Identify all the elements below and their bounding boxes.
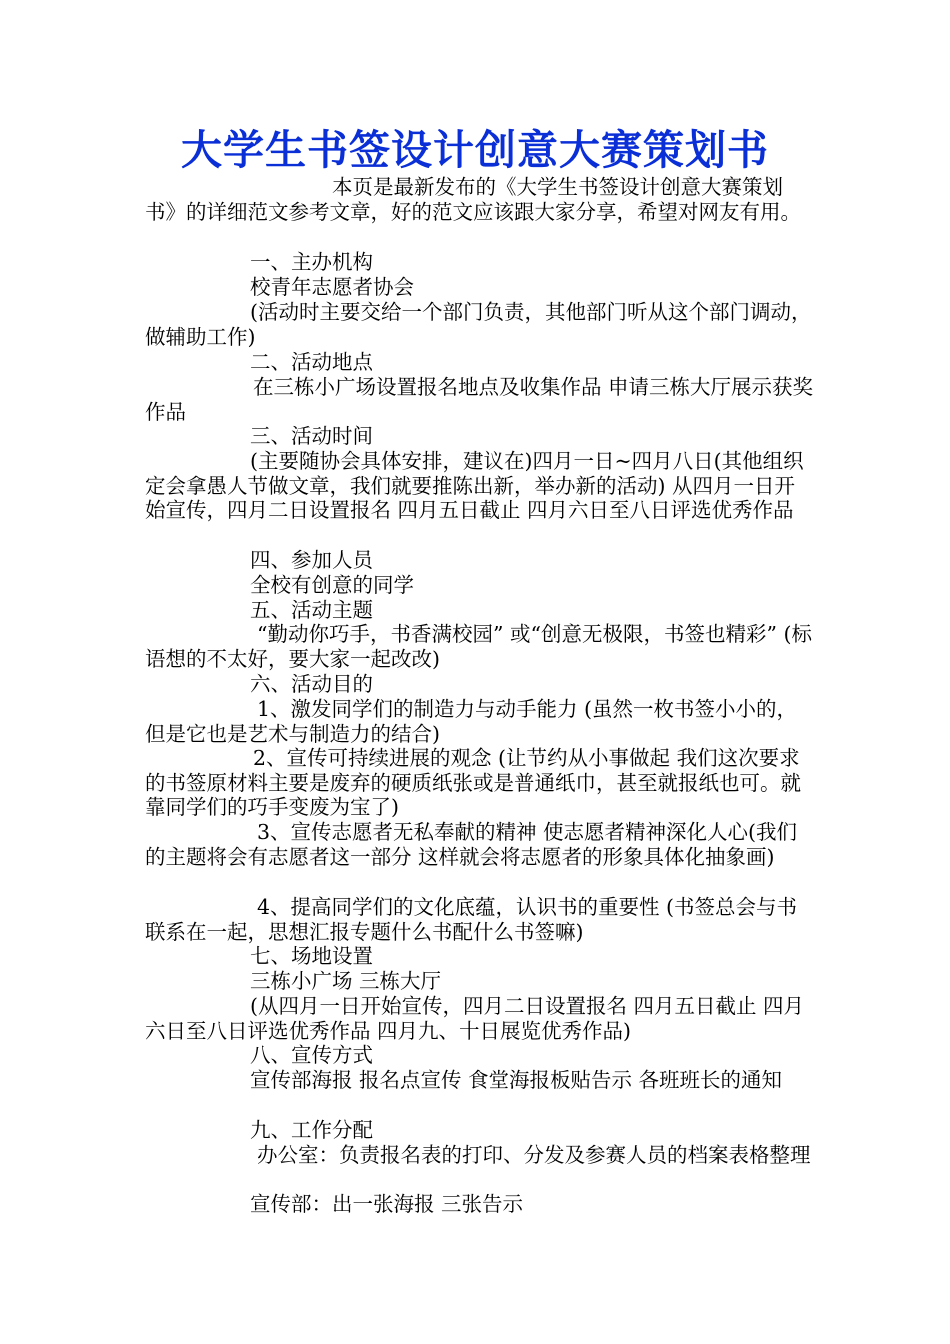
paragraph-purpose-2: 2、宣传可持续进展的观念 (让节约从小事做起 我们这次要求的书签原材料主要是废弃的硬质纸张或是普通纸巾，甚至就报纸也可。就靠同学们的巧手变废为宝了) [145,746,801,820]
paragraph-purpose-1: 1、激发同学们的制造力与动手能力 (虽然一枚书签小小的，但是它也是艺术与制造力的结合) [145,697,798,746]
paragraph-publicity-duty: 宣传部：出一张海报 三张告示 [250,1192,524,1216]
heading-theme: 五、活动主题 [250,598,373,622]
heading-purpose: 六、活动目的 [250,672,373,696]
heading-location: 二、活动地点 [250,350,373,374]
heading-time: 三、活动时间 [250,424,373,448]
document-title: 大学生书签设计创意大赛策划书 [181,126,769,174]
paragraph-theme: “勤动你巧手，书香满校园” 或“创意无极限，书签也精彩” (标语想的不太好，要大家一起改改) [145,622,812,671]
heading-venue: 七、场地设置 [250,944,373,968]
paragraph-time: (主要随协会具体安排，建议在)四月一日~四月八日(其他组织定会拿愚人节做文章，我们就要推陈出新，举办新的活动) 从四月一日开始宣传，四月二日设置报名 四月五日截止 四月六日至八日评选优秀作品 [145,449,804,523]
paragraph-venue: 三栋小广场 三栋大厅 [250,969,442,993]
paragraph-location: 在三栋小广场设置报名地点及收集作品 申请三栋大厅展示获奖作品 [145,375,814,424]
heading-participants: 四、参加人员 [250,548,373,572]
paragraph-participants: 全校有创意的同学 [250,573,414,597]
heading-promotion: 八、宣传方式 [250,1043,373,1067]
heading-organizer: 一、主办机构 [250,250,373,274]
paragraph-organizer-note: (活动时主要交给一个部门负责，其他部门听从这个部门调动，做辅助工作) [145,300,812,349]
paragraph-office-duty: 办公室：负责报名表的打印、分发及参赛人员的档案表格整理 [257,1143,811,1167]
paragraph-organizer-name: 校青年志愿者协会 [250,275,414,299]
heading-assignment: 九、工作分配 [250,1118,373,1142]
paragraph-purpose-4: 4、提高同学们的文化底蕴，认识书的重要性 (书签总会与书联系在一起，思想汇报专题什么书配什么书签嘛) [145,895,798,944]
intro-paragraph: 本页是最新发布的《大学生书签设计创意大赛策划书》的详细范文参考文章，好的范文应该跟大家分享，希望对网友有用。 [145,175,801,224]
paragraph-purpose-3: 3、宣传志愿者无私奉献的精神 使志愿者精神深化人心(我们的主题将会有志愿者这一部分 这样就会将志愿者的形象具体化抽象画) [145,820,798,869]
paragraph-promotion: 宣传部海报 报名点宣传 食堂海报板贴告示 各班班长的通知 [250,1068,783,1092]
paragraph-venue-schedule: (从四月一日开始宣传，四月二日设置报名 四月五日截止 四月六日至八日评选优秀作品 四月九、十日展览优秀作品) [145,994,805,1043]
